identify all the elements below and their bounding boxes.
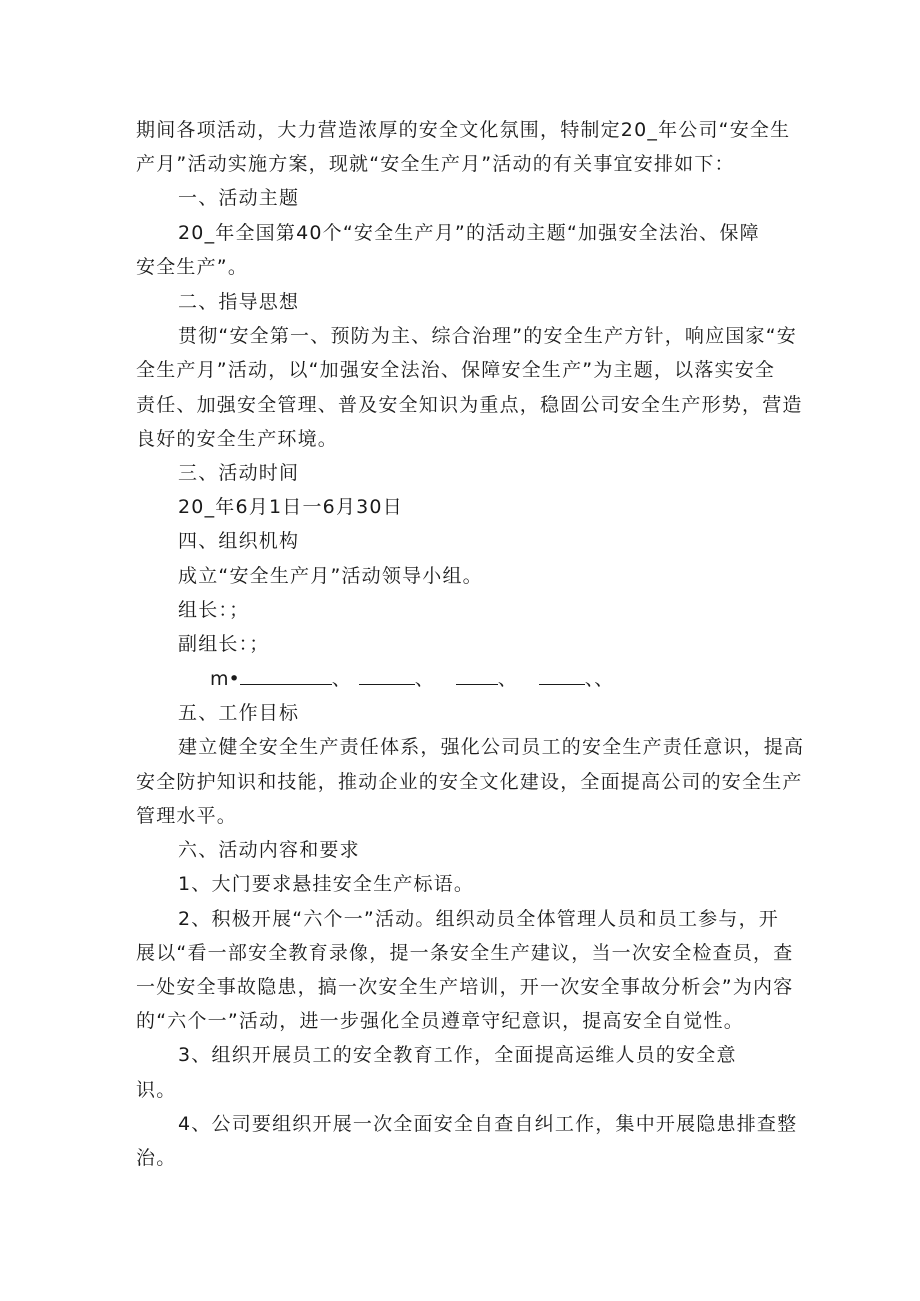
paragraph-line: 责任、加强安全管理、普及安全知识为重点，稳固公司安全生产形势，营造 bbox=[136, 394, 803, 416]
list-item: 3、组织开展员工的安全教育工作，全面提高运维人员的安全意 bbox=[178, 1044, 737, 1066]
paragraph-line: 治。 bbox=[136, 1147, 177, 1169]
separator: 、 bbox=[497, 668, 517, 690]
paragraph-line: 的“六个一”活动，进一步强化全员遵章守纪意识，提高安全自觉性。 bbox=[136, 1010, 744, 1032]
section-heading: 二、指导思想 bbox=[178, 291, 300, 313]
paragraph-line: 产月”活动实施方案，现就“安全生产月”活动的有关事宜安排如下： bbox=[136, 153, 735, 175]
paragraph-line: 20_年全国第40个“安全生产月”的活动主题“加强安全法治、保障 bbox=[178, 222, 760, 244]
separator: 、 bbox=[414, 668, 434, 690]
paragraph-line: 安全防护知识和技能，推动企业的安全文化建设，全面提高公司的安全生产 bbox=[136, 771, 803, 793]
paragraph-line: 一处安全事故隐患，搞一次安全生产培训，开一次安全事故分析会”为内容 bbox=[136, 976, 794, 998]
section-heading: 三、活动时间 bbox=[178, 462, 300, 484]
paragraph-line: 期间各项活动，大力营造浓厚的安全文化氛围，特制定20_年公司“安全生 bbox=[136, 119, 791, 141]
paragraph-line: 全生产月”活动，以“加强安全法治、保障安全生产”为主题，以落实安全 bbox=[136, 359, 776, 381]
paragraph-line: 成立“安全生产月”活动领导小组。 bbox=[178, 565, 483, 587]
section-heading: 一、活动主题 bbox=[178, 187, 300, 209]
paragraph-line: 管理水平。 bbox=[136, 805, 238, 827]
paragraph-line: 贯彻“安全第一、预防为主、综合治理”的安全生产方针，响应国家“安 bbox=[178, 325, 797, 347]
blank-line bbox=[359, 664, 415, 685]
blank-line bbox=[240, 664, 332, 685]
paragraph-line: 良好的安全生产环境。 bbox=[136, 428, 339, 450]
members-prefix: m• bbox=[210, 668, 240, 690]
section-heading: 六、活动内容和要求 bbox=[178, 839, 360, 861]
paragraph-line: 组长：； bbox=[178, 599, 250, 621]
paragraph-line: 副组长：； bbox=[178, 633, 270, 655]
separator: 、、 bbox=[584, 668, 614, 690]
paragraph-line: 20_年6月1日一6月30日 bbox=[178, 496, 403, 518]
list-item: 4、公司要组织开展一次全面安全自查自纠工作，集中开展隐患排查整 bbox=[178, 1113, 798, 1135]
list-item: 1、大门要求悬挂安全生产标语。 bbox=[178, 873, 475, 895]
paragraph-line: 建立健全安全生产责任体系，强化公司员工的安全生产责任意识，提高 bbox=[178, 736, 805, 758]
list-item: 2、积极开展“六个一”活动。组织动员全体管理人员和员工参与，开 bbox=[178, 908, 779, 930]
members-line bbox=[210, 663, 870, 695]
paragraph-line: 展以“看一部安全教育录像，提一条安全生产建议，当一次安全检查员，查 bbox=[136, 942, 794, 964]
separator: 、 bbox=[331, 668, 351, 690]
section-heading: 四、组织机构 bbox=[178, 530, 300, 552]
paragraph-line: 识。 bbox=[136, 1079, 177, 1101]
blank-line bbox=[456, 664, 498, 685]
section-heading: 五、工作目标 bbox=[178, 702, 300, 724]
paragraph-line: 安全生产”。 bbox=[136, 256, 249, 278]
blank-line bbox=[539, 664, 585, 685]
